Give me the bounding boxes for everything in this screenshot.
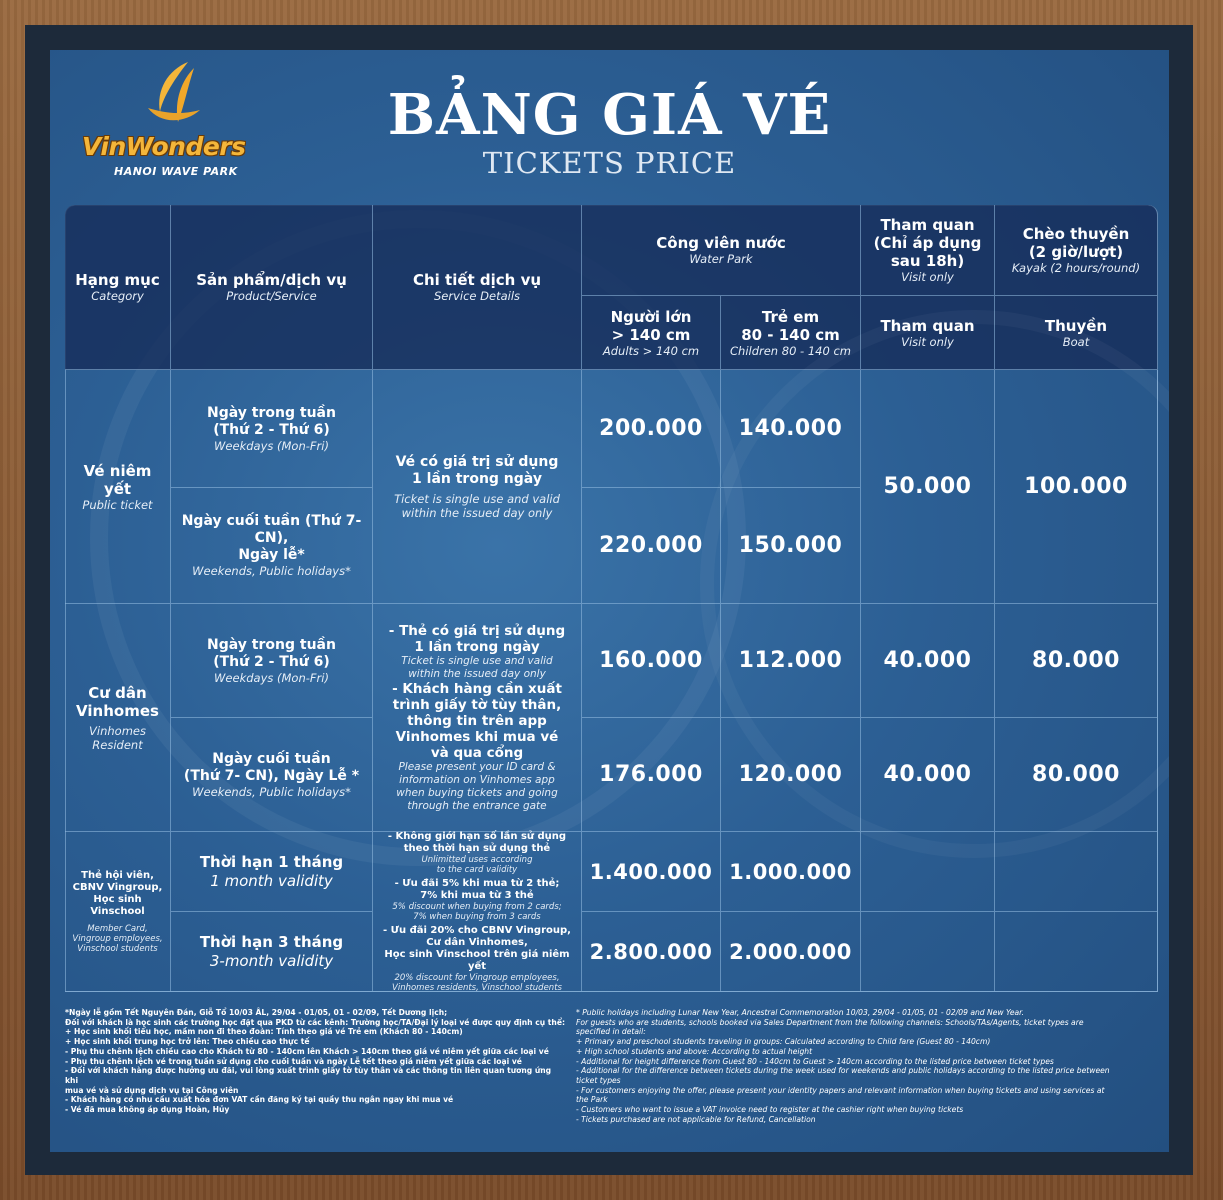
logo-name: VinWonders [82,132,246,161]
header-adults-en: Adults > 140 cm [602,343,700,358]
resident-weekend [171,718,373,832]
public-details-vi2: 1 lần trong ngày [412,470,542,487]
resident-weekend-en: Weekends, Public holidays* [192,784,351,799]
note-line: - Additional for the difference between tickets during the week used for weekends and public holidays according to the listed price between [576,1066,1110,1076]
note-line: + Học sinh khối tiểu học, mầm non đi theo đoàn: Tính theo giá vé Trẻ em (Khách 80 - 140cm) [65,1027,463,1037]
header-visit-sub-en: Visit only [901,334,954,349]
resident-weekday-en: Weekdays (Mon-Fri) [214,670,329,685]
header-details-en: Service Details [433,289,521,303]
public-weekday-vi1: Ngày trong tuần [207,404,336,421]
price-value: 1.000.000 [729,859,852,884]
member-month1-child-price [721,832,861,912]
header-boat [995,296,1158,370]
member-category-en3: Vinschool students [77,943,158,954]
member-category-vi2: CBNV Vingroup, [72,881,163,893]
resident-weekday [171,604,373,718]
public-category-vi: Vé niêm yết [83,461,152,498]
public-details-en2: within the issued day only [401,505,553,520]
price-value: 176.000 [599,762,703,787]
note-line: ticket types [576,1075,621,1085]
member-details-c3: Học sinh Vinschool trên giá niêm yết [384,948,570,972]
price-value: 50.000 [883,474,972,499]
header-children-vi2: 80 - 140 cm [741,325,840,344]
member-month3 [171,912,373,992]
header-visit [861,205,995,296]
header-visit-vi2: (Chỉ áp dụng [873,234,982,252]
price-value: 1.400.000 [589,859,713,884]
public-weekday-adult-price [582,370,721,488]
resident-details-en1: Ticket is single use and valid [401,654,553,667]
header-kayak-vi2: (2 giờ/lượt) [1028,243,1124,261]
note-line: the Park [576,1095,608,1105]
resident-details-vi6: Vinhomes khi mua vé [395,728,559,745]
price-poster [50,50,1169,1152]
public-details-vi1: Vé có giá trị sử dụng [395,453,559,470]
resident-weekday-vi1: Ngày trong tuần [207,636,336,653]
member-month3-vi: Thời hạn 3 tháng [199,932,344,951]
header-visit-en: Visit only [901,270,954,284]
note-line: * Public holidays including Lunar New Year, Ancestral Commemoration 10/03, 29/04 - 01/05, 01 - 02/09 and New Year. [576,1008,1024,1017]
resident-details [373,604,582,832]
member-details-c5: Vinhomes residents, Vinschool students [392,982,562,993]
resident-details-vi1: - Thẻ có giá trị sử dụng [388,622,566,639]
member-category [65,832,171,992]
member-month3-boat-empty [995,912,1158,992]
price-value: 220.000 [599,533,703,558]
price-value: 2.000.000 [729,939,852,964]
notes-vietnamese [65,1008,565,1115]
header-kayak-vi1: Chèo thuyền [1022,225,1130,243]
member-details-b4: 7% when buying from 3 cards [413,911,541,922]
public-visit-price [861,370,995,604]
resident-details-vi7: và qua cổng [430,744,524,761]
price-value: 40.000 [883,762,972,787]
member-month1-en: 1 month validity [210,871,333,890]
member-details-b2: 7% khi mua từ 3 thẻ [420,889,534,901]
header-waterpark [582,205,861,296]
member-category-en1: Member Card, [87,923,148,934]
header-category [65,205,171,370]
price-value: 40.000 [883,648,972,673]
header-children-en: Children 80 - 140 cm [730,343,851,358]
member-details-a4: to the card validity [436,864,518,875]
member-month3-visit-empty [861,912,995,992]
header-details [373,205,582,370]
public-boat-price [995,370,1158,604]
resident-weekend-vi1: Ngày cuối tuần [212,750,331,767]
public-category-en: Public ticket [82,497,153,512]
note-line: + High school students and above: According to actual height [576,1046,813,1056]
page-subtitle: TICKETS PRICE [482,146,737,180]
note-line: - Vé đã mua không áp dụng Hoàn, Hủy [65,1105,230,1115]
page-title: BẢNG GIÁ VÉ [387,82,832,148]
public-weekend-en: Weekends, Public holidays* [192,564,351,578]
header-visit-sub [861,296,995,370]
header-waterpark-vi: Công viên nước [656,234,786,252]
resident-weekday-child-price [721,604,861,718]
header-product [171,205,373,370]
member-month1-visit-empty [861,832,995,912]
member-details-a2: theo thời hạn sử dụng thẻ [403,842,551,854]
header-visit-vi1: Tham quan [880,216,975,234]
price-value: 120.000 [738,762,843,787]
note-line: + Học sinh khối trung học trở lên: Theo chiều cao thực tế [65,1037,310,1047]
price-value: 100.000 [1024,474,1128,499]
header-category-en: Category [91,289,144,303]
resident-weekday-boat-price [995,604,1158,718]
notes-english [576,1008,1161,1124]
resident-weekend-child-price [721,718,861,832]
public-weekday [171,370,373,488]
price-value: 200.000 [599,416,703,441]
note-line: - Tickets purchased are not applicable for Refund, Cancellation [576,1114,816,1124]
header-adults-vi1: Người lớn [610,307,692,326]
note-line: - Khách hàng có nhu cầu xuất hóa đơn VAT cần đăng ký tại quầy thu ngân ngay khi mua vé [65,1095,454,1105]
resident-weekend-adult-price [582,718,721,832]
price-value: 80.000 [1032,762,1120,787]
public-weekday-child-price [721,370,861,488]
member-details-c4: 20% discount for Vingroup employees, [394,972,560,983]
note-line: - For customers enjoying the offer, please present your identity papers and relevant information when buying tickets and using services at [576,1085,1105,1095]
resident-category-vi2: Vinhomes [76,701,159,720]
public-weekend [171,488,373,604]
price-value: 112.000 [738,648,843,673]
header-details-vi: Chi tiết dịch vụ [412,271,542,289]
logo-subtitle: HANOI WAVE PARK [114,165,238,178]
member-category-vi1: Thẻ hội viên, [81,869,154,881]
header-kayak [995,205,1158,296]
public-details-en1: Ticket is single use and valid [394,491,560,506]
header-product-en: Product/Service [226,289,317,303]
member-details-a1: - Không giới hạn số lần sử dụng [387,830,567,842]
member-category-vi3: Học sinh Vinschool [90,893,145,917]
member-details-b1: - Ưu đãi 5% khi mua từ 2 thẻ; [394,877,560,889]
member-details [373,832,582,992]
resident-weekend-boat-price [995,718,1158,832]
note-line: - Customers who want to issue a VAT invoice need to register at the cashier right when buying tickets [576,1105,964,1115]
public-weekend-child-price [721,488,861,604]
header-boat-en: Boat [1062,334,1090,349]
member-month1-vi: Thời hạn 1 tháng [199,852,344,871]
member-details-a3: Unlimitted uses according [421,854,533,865]
member-month1-adult-price [582,832,721,912]
price-value: 160.000 [599,648,703,673]
resident-category-en1: Vinhomes [89,723,146,738]
note-line: - Phụ thu chênh lệch vé trong tuần sử dụng cho cuối tuần và ngày Lễ tết theo giá niêm yết giữa các loại vé [65,1056,522,1066]
resident-weekday-visit-price [861,604,995,718]
price-table [65,205,1158,992]
resident-category [65,604,171,832]
note-line: For guests who are students, schools booked via Sales Department from the following channels: Schools/TAs/Agents, ticket types are [576,1017,1084,1027]
note-line: - Additional for height difference from Guest 80 - 140cm to Guest > 140cm according to the listed price between ticket types [576,1056,1054,1066]
resident-details-vi3: - Khách hàng cần xuất [392,680,562,697]
note-line: specified in detail: [576,1027,646,1037]
header-visit-vi3: sau 18h) [890,252,965,270]
price-value: 140.000 [738,416,843,441]
member-month3-child-price [721,912,861,992]
header-product-vi: Sản phẩm/dịch vụ [196,271,347,289]
member-details-b3: 5% discount when buying from 2 cards; [392,901,562,912]
header-children [721,296,861,370]
public-weekend-vi1: Ngày cuối tuần (Thứ 7- CN), [181,513,362,546]
resident-details-en2: within the issued day only [408,667,546,680]
header-waterpark-en: Water Park [689,252,753,266]
member-category-en2: Vingroup employees, [72,933,163,944]
resident-weekday-adult-price [582,604,721,718]
header-adults-vi2: > 140 cm [611,325,691,344]
public-category [65,370,171,604]
header-boat-vi: Thuyền [1044,316,1108,335]
member-month1 [171,832,373,912]
member-details-c2: Cư dân Vinhomes, [426,936,528,948]
resident-details-vi4: trình giấy tờ tùy thân, [392,696,562,713]
price-value: 150.000 [738,533,843,558]
resident-category-en2: Resident [92,737,143,752]
note-line: - Đối với khách hàng được hưởng ưu đãi, vui lòng xuất trình giấy tờ tùy thân và các thông tin liên quan tương ứng khi [65,1066,554,1085]
header-children-vi1: Trẻ em [761,307,820,326]
member-month3-adult-price [582,912,721,992]
public-weekend-vi2: Ngày lễ* [238,547,305,563]
resident-weekend-vi2: (Thứ 7- CN), Ngày Lễ * [183,767,360,784]
resident-details-vi2: 1 lần trong ngày [414,638,540,655]
note-line: Đối với khách là học sinh các trường học đặt qua PKD từ các kênh: Trường học/TA/Đại lý loại vé được quy định cụ thể: [65,1017,566,1027]
price-value: 80.000 [1032,648,1120,673]
public-weekday-vi2: (Thứ 2 - Thứ 6) [213,421,330,438]
header-visit-sub-vi: Tham quan [880,316,975,335]
resident-weekend-visit-price [861,718,995,832]
member-month3-en: 3-month validity [209,951,334,970]
header-adults [582,296,721,370]
resident-details-en5: when buying tickets and going [396,786,558,799]
resident-weekday-vi2: (Thứ 2 - Thứ 6) [213,653,330,670]
price-value: 2.800.000 [589,939,713,964]
note-line: - Phụ thu chênh lệch chiều cao cho Khách từ 80 - 140cm lên Khách > 140cm theo giá vé niêm yết giữa các loại vé [65,1046,549,1056]
header-kayak-en: Kayak (2 hours/round) [1011,261,1141,275]
public-weekday-en: Weekdays (Mon-Fri) [214,438,329,453]
resident-details-en4: information on Vinhomes app [399,773,555,786]
resident-details-vi5: thông tin trên app [407,712,547,729]
resident-category-vi1: Cư dân [88,683,147,702]
resident-details-en3: Please present your ID card & [398,760,556,773]
member-details-c1: - Ưu đãi 20% cho CBNV Vingroup, [383,924,571,936]
member-month1-boat-empty [995,832,1158,912]
public-details [373,370,582,604]
header-category-vi: Hạng mục [75,271,160,289]
resident-details-en6: through the entrance gate [407,799,547,812]
public-weekend-adult-price [582,488,721,604]
note-line: + Primary and preschool students traveling in groups: Calculated according to Child fare (Guest 80 - 140cm) [576,1037,991,1047]
note-line: *Ngày lễ gồm Tết Nguyên Đán, Giỗ Tổ 10/03 ÂL, 29/04 - 01/05, 01 - 02/09, Tết Dương lịch; [65,1008,448,1017]
note-line: mua vé và sử dụng dịch vụ tại Công viên [65,1085,239,1095]
